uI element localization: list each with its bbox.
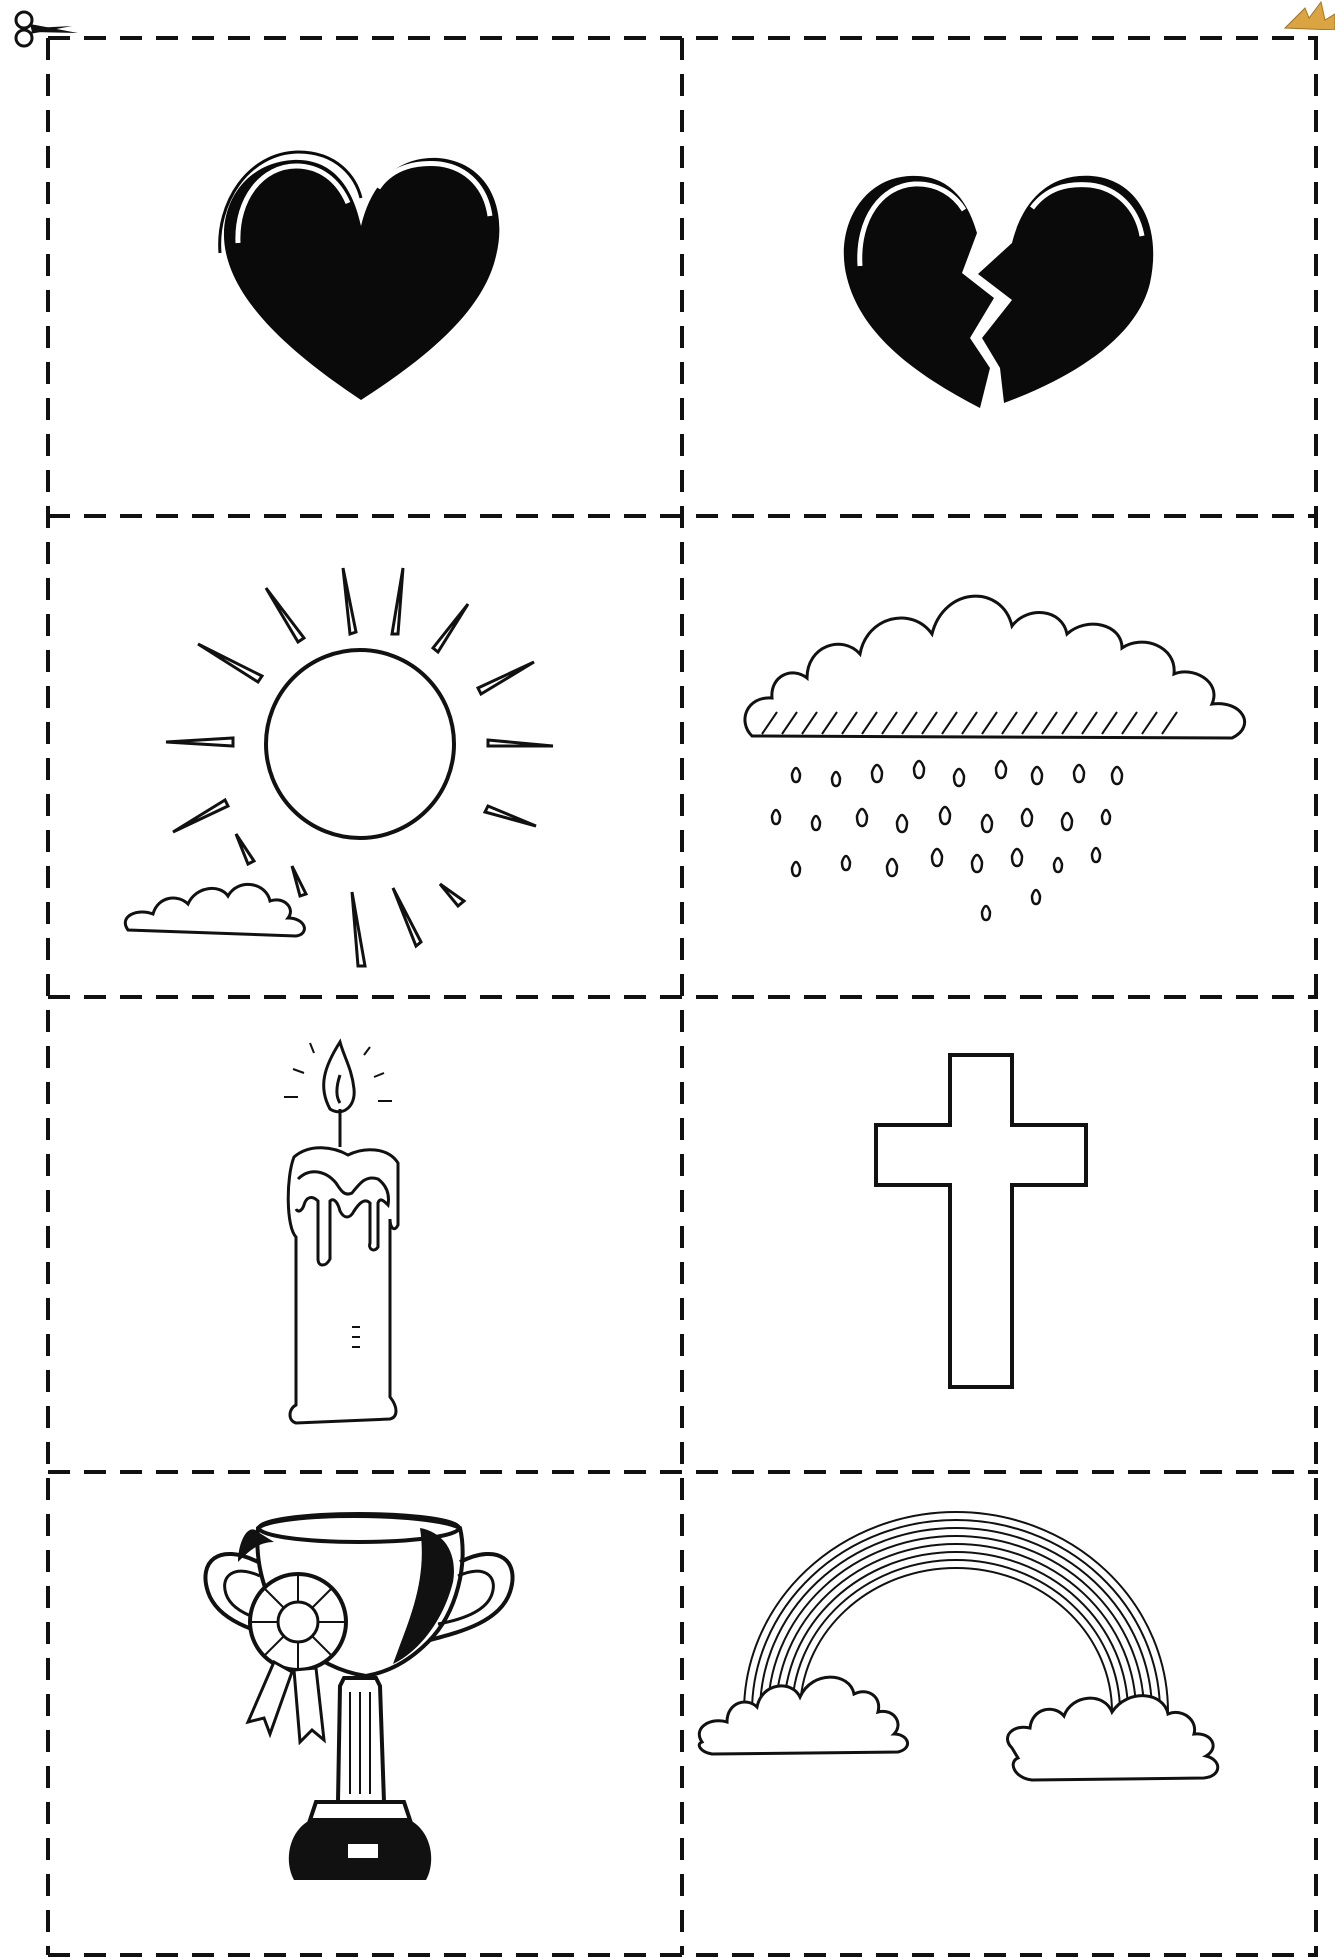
card-broken-heart[interactable] bbox=[682, 38, 1316, 516]
card-candle[interactable] bbox=[48, 997, 682, 1472]
trophy-icon bbox=[48, 1472, 682, 1955]
rain-cloud-icon bbox=[682, 516, 1316, 997]
card-cross[interactable] bbox=[682, 997, 1316, 1472]
candle-icon bbox=[48, 997, 682, 1472]
card-sun[interactable] bbox=[48, 516, 682, 997]
broken-heart-icon bbox=[682, 38, 1316, 516]
heart-icon bbox=[48, 38, 682, 516]
card-heart[interactable] bbox=[48, 38, 682, 516]
sun-icon bbox=[48, 516, 682, 997]
rainbow-icon bbox=[682, 1472, 1316, 1955]
cross-icon bbox=[682, 997, 1316, 1472]
card-rainbow[interactable] bbox=[682, 1472, 1316, 1955]
card-trophy[interactable] bbox=[48, 1472, 682, 1955]
card-rain-cloud[interactable] bbox=[682, 516, 1316, 997]
